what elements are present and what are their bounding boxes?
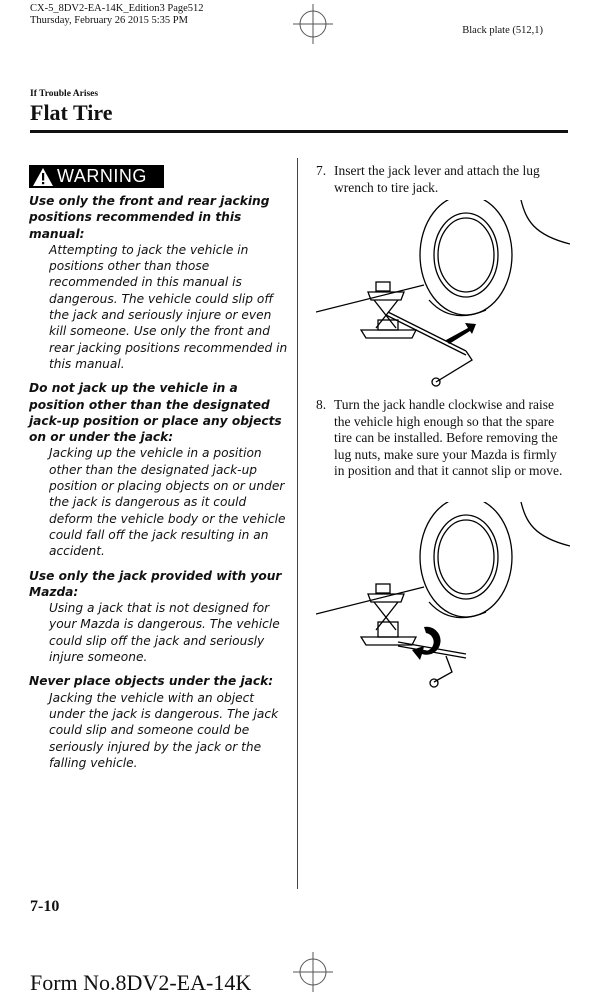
print-header: [30, 3, 204, 27]
column-divider: [297, 158, 298, 889]
warning-triangle-icon: [29, 165, 57, 188]
warning-item: [29, 193, 291, 372]
warning-badge: [29, 165, 164, 188]
step-7: [316, 163, 566, 196]
print-header-line2: Thursday, February 26 2015 5:35 PM: [30, 15, 188, 26]
warning-body: Jacking up the vehicle in a position other than the designated jack-up position or placing objects on or under the jack is dangerous as it could deform the vehicle body or the vehicle could fall off the jack resulting in an accident.: [49, 446, 286, 559]
registration-mark-bottom: [293, 952, 333, 992]
page-title: Flat Tire: [30, 100, 113, 125]
warning-item: [29, 380, 291, 559]
warning-body: Attempting to jack the vehicle in positions other than those recommended in this manual is dangerous. The vehicle could slip off the jack and seriously injure or even kill someone. Use only the front and rear jacking positions recommended in this manual.: [49, 242, 288, 371]
jack-lever-illustration: [316, 200, 570, 390]
warning-list: [29, 193, 291, 779]
registration-mark-top: [293, 4, 333, 44]
warning-heading: Use only the front and rear jacking positions recommended in this manual:: [29, 194, 270, 241]
warning-item: [29, 673, 291, 771]
warning-heading: Do not jack up the vehicle in a position other than the designated jack-up position or place any objects on or under the jack:: [29, 381, 282, 445]
warning-label: WARNING: [57, 166, 147, 186]
print-header-line1: CX-5_8DV2-EA-14K_Edition3 Page512: [30, 3, 204, 14]
warning-body: Using a jack that is not designed for your Mazda is dangerous. The vehicle could slip off the jack and seriously injure someone.: [49, 601, 280, 665]
page-number: 7-10: [30, 898, 60, 915]
step-text: Turn the jack handle clockwise and raise the vehicle high enough so that the spare tire can be installed. Before removing the lug nuts, make sure your Mazda is firmly in position and that it cannot slip or move.: [334, 397, 563, 478]
warning-heading: Use only the jack provided with your Mazda:: [29, 568, 282, 599]
step-8: [316, 397, 566, 480]
plate-label: Black plate (512,1): [462, 25, 543, 36]
form-number: Form No.8DV2-EA-14K: [30, 970, 252, 995]
warning-heading: Never place objects under the jack:: [29, 674, 274, 689]
title-rule: [30, 130, 568, 133]
jack-raise-illustration: [316, 502, 570, 692]
warning-item: [29, 568, 291, 666]
step-number: 7.: [316, 163, 327, 178]
step-number: 8.: [316, 397, 327, 412]
step-text: Insert the jack lever and attach the lug wrench to tire jack.: [334, 163, 540, 195]
warning-body: Jacking the vehicle with an object under the jack is dangerous. The jack could slip and someone could be seriously injured by the jack or the falling vehicle.: [49, 690, 279, 770]
section-label: If Trouble Arises: [30, 89, 99, 99]
